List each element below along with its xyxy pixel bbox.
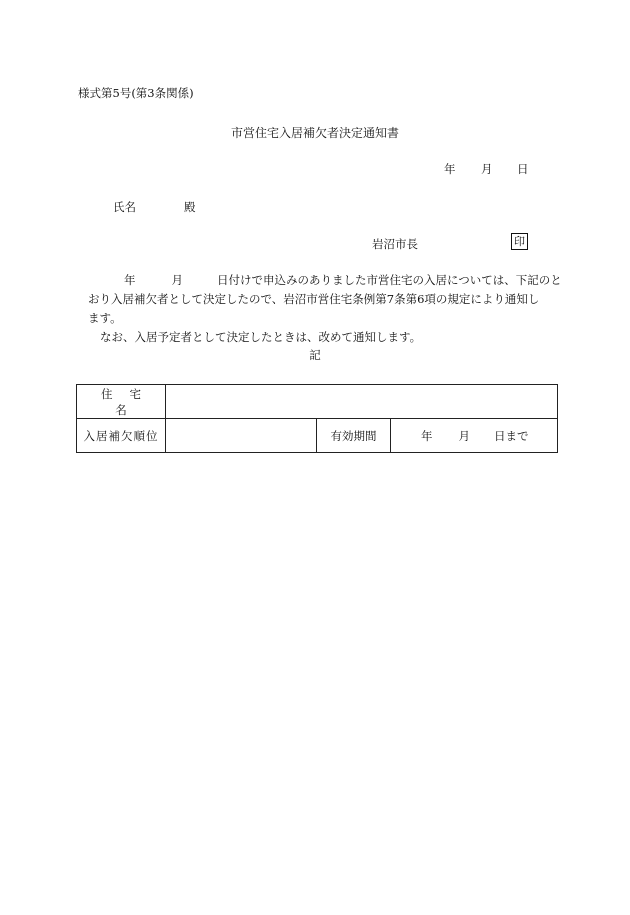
residence-name-label: 住宅名 — [77, 385, 166, 419]
period-month-label: 月 — [458, 428, 470, 443]
body-line-1 — [76, 271, 562, 289]
ki-heading: 記 — [309, 348, 321, 362]
body-month-label: 月 — [171, 273, 183, 287]
table-row-residence — [77, 385, 558, 419]
detail-table — [76, 384, 558, 453]
period-year-label: 年 — [421, 428, 433, 443]
body-line-4: なお、入居予定者として決定したときは、改めて通知します。 — [100, 330, 422, 344]
residence-name-value[interactable] — [166, 385, 558, 419]
waitlist-order-value[interactable] — [166, 419, 317, 453]
body-year-label: 年 — [124, 273, 136, 287]
form-number: 様式第5号(第3条関係) — [78, 86, 194, 100]
seal-box: 印 — [511, 233, 528, 250]
date-year-label: 年 — [444, 162, 456, 176]
body-line-3: ます。 — [88, 311, 122, 325]
date-month-label: 月 — [481, 162, 493, 176]
table-row-order — [77, 419, 558, 453]
recipient-name-label: 氏名 — [113, 200, 136, 214]
issuer-name: 岩沼市長 — [372, 237, 418, 251]
validity-period-label: 有効期間 — [317, 419, 391, 453]
recipient-honorific: 殿 — [184, 200, 196, 214]
validity-period-value[interactable] — [391, 419, 558, 453]
body-line-1-text: 日付けで申込みのありました市営住宅の入居については、下記のと — [217, 273, 562, 287]
period-day-until-label: 日まで — [494, 428, 529, 443]
waitlist-order-label: 入居補欠順位 — [77, 419, 166, 453]
document-title: 市営住宅入居補欠者決定通知書 — [230, 126, 399, 140]
body-line-2: おり入居補欠者として決定したので、岩沼市営住宅条例第7条第6項の規定により通知し — [88, 292, 540, 306]
date-day-label: 日 — [517, 162, 529, 176]
